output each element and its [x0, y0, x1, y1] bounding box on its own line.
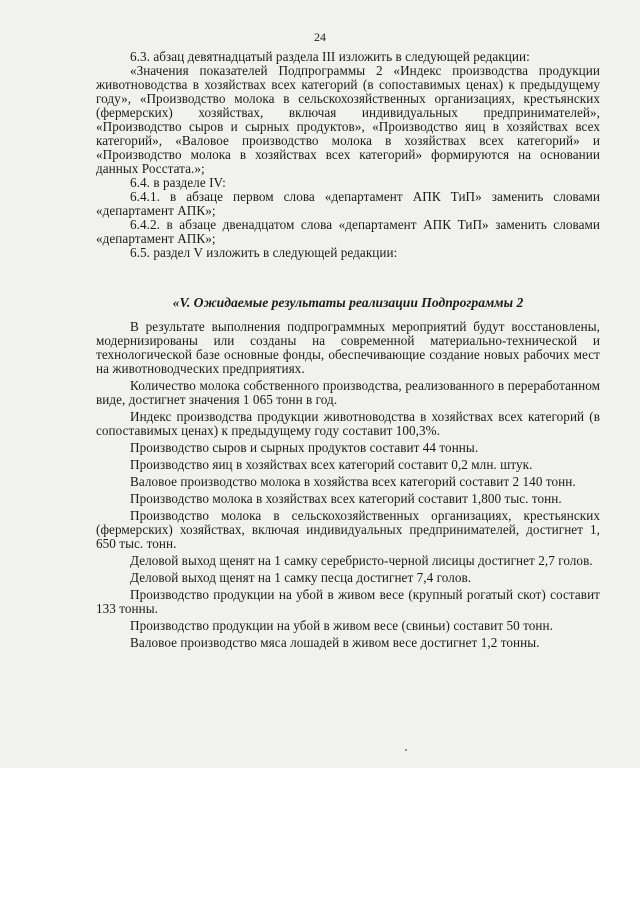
result-paragraph: Производство молока в хозяйствах всех категорий составит 1,800 тыс. тонн.	[130, 491, 562, 506]
result-paragraph: Производство яиц в хозяйствах всех категорий составит 0,2 млн. штук.	[130, 457, 533, 472]
amendments-block	[96, 50, 600, 260]
result-paragraph: Производство молока в сельскохозяйственных организациях, крестьянских (фермерских) хозяйствах, включая индивидуальных предпринимателей, достигнет 1, 650 тыс. тонн.	[96, 508, 600, 551]
amendment-paragraph: «Значения показателей Подпрограммы 2 «Индекс производства продукции животноводства в хозяйствах всех категорий (в сопоставимых ценах) к предыдущему году», «Производство молока в сельскохозяйственных организациях, крестьянских (фермерских) хозяйствах, включая индивидуальных предпринимателей», «Производство сыров и сырных продуктов», «Производство яиц в хозяйствах всех категорий», «Валовое производство молока в хозяйствах всех категорий» и «Производство молока в хозяйствах всех категорий» формируются на основании данных Росстата.»;	[96, 63, 600, 176]
amendment-paragraph: 6.3. абзац девятнадцатый раздела III изложить в следующей редакции:	[130, 49, 530, 64]
result-paragraph: Валовое производство молока в хозяйства всех категорий составит 2 140 тонн.	[130, 474, 576, 489]
result-paragraph: Деловой выход щенят на 1 самку песца достигнет 7,4 голов.	[130, 570, 472, 585]
result-paragraph: Производство продукции на убой в живом весе (крупный рогатый скот) составит 133 тонны.	[96, 587, 600, 616]
amendment-paragraph: 6.4.2. в абзаце двенадцатом слова «департамент АПК ТиП» заменить словами «департамент АПК»;	[96, 217, 600, 246]
page-number: 24	[314, 30, 326, 44]
result-paragraph: Деловой выход щенят на 1 самку серебристо-черной лисицы достигнет 2,7 голов.	[130, 553, 593, 568]
result-paragraph: Производство сыров и сырных продуктов составит 44 тонны.	[130, 440, 479, 455]
scan-speck	[405, 749, 407, 751]
result-paragraph: В результате выполнения подпрограммных мероприятий будут восстановлены, модернизированы или созданы на современной материально-технической и технологической базе основные фонды, обеспечивающие создание новых рабочих мест на животноводческих предприятиях.	[96, 319, 600, 376]
amendment-paragraph: 6.4. в разделе IV:	[130, 175, 226, 190]
results-block	[96, 320, 600, 653]
amendment-paragraph: 6.5. раздел V изложить в следующей редакции:	[130, 245, 398, 260]
result-paragraph: Производство продукции на убой в живом весе (свиньи) составит 50 тонн.	[130, 618, 553, 633]
section-title: «V. Ожидаемые результаты реализации Подпрограммы 2	[172, 295, 524, 310]
result-paragraph: Количество молока собственного производства, реализованного в переработанном виде, достигнет значения 1 065 тонн в год.	[96, 378, 600, 407]
result-paragraph: Валовое производство мяса лошадей в живом весе достигнет 1,2 тонны.	[130, 635, 540, 650]
amendment-paragraph: 6.4.1. в абзаце первом слова «департамент АПК ТиП» заменить словами «департамент АПК»;	[96, 189, 600, 218]
result-paragraph: Индекс производства продукции животноводства в хозяйствах всех категорий (в сопоставимых ценах) к предыдущему году составит 100,3%.	[96, 409, 600, 438]
